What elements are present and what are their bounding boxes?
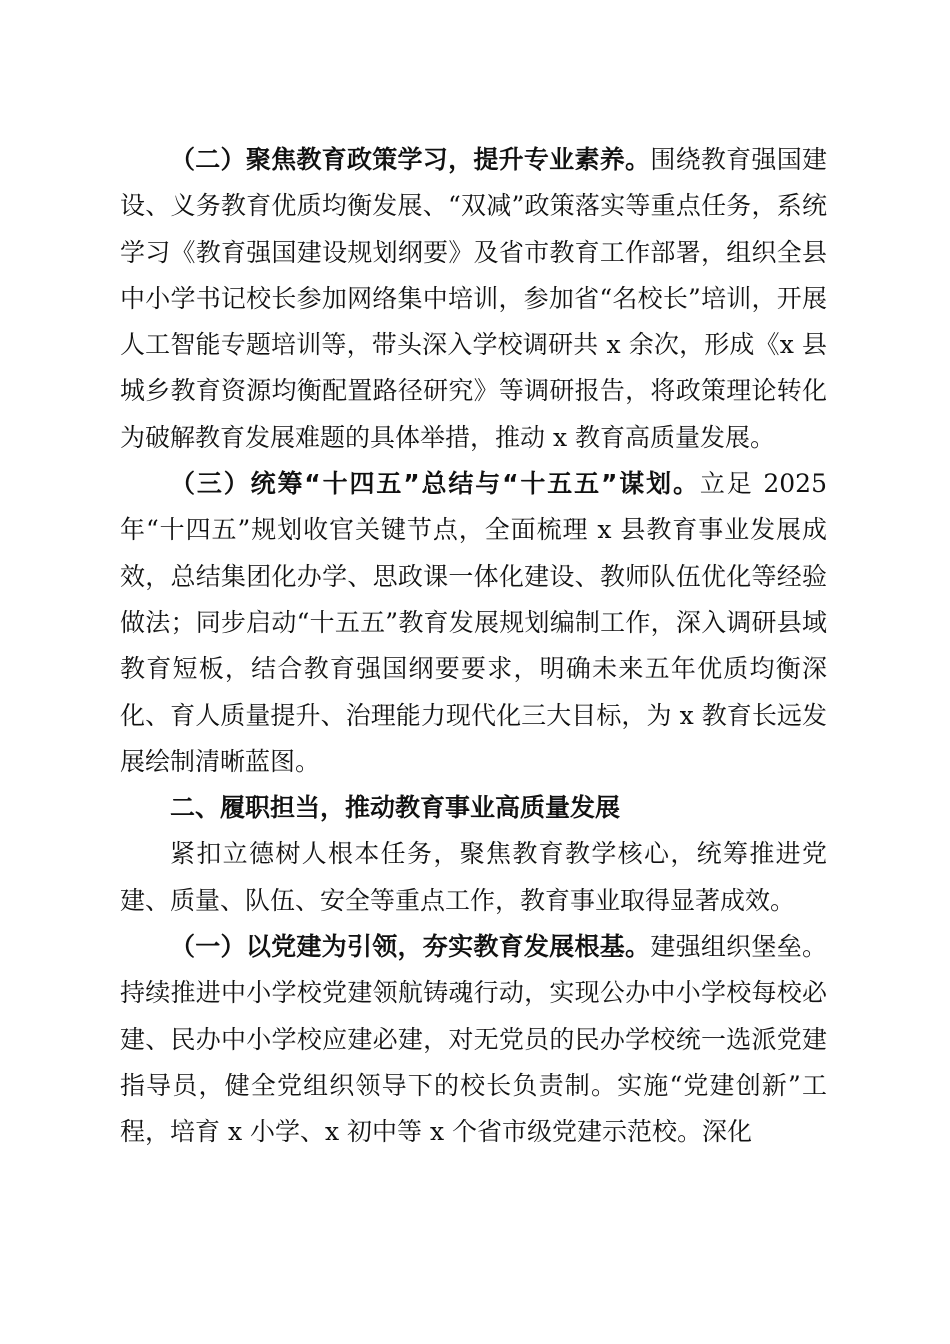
document-body — [120, 137, 827, 1156]
paragraph-lead: （三）统筹“十四五”总结与“十五五”谋划。 — [170, 469, 700, 499]
paragraph-lead: （二）聚焦教育政策学习，提升专业素养。 — [170, 145, 651, 174]
paragraph-five-year-plan — [120, 461, 827, 785]
paragraph-party-building — [120, 924, 827, 1155]
paragraph-body: 立足 2025 年“十四五”规划收官关键节点，全面梳理 x 县教育事业发展成效，总结集团化办学、思政课一体化建设、教师队伍优化等经验做法；同步启动“十五五”教育发展规划编制工作，深入调研县域教育短板，结合教育强国纲要要求，明确未来五年优质均衡深化、育人质量提升、治理能力现代化三大目标，为 x 教育长远发展绘制清晰蓝图。 — [120, 469, 827, 776]
paragraph-body: 建强组织堡垒。持续推进中小学校党建领航铸魂行动，实现公办中小学校每校必建、民办中小学校应建必建，对无党员的民办学校统一选派党建指导员，健全党组织领导下的校长负责制。实施“党建创新”工程，培育 x 小学、x 初中等 x 个省市级党建示范校。深化 — [120, 932, 827, 1147]
section-heading: 二、履职担当，推动教育事业高质量发展 — [170, 793, 621, 823]
paragraph-lead: （一）以党建为引领，夯实教育发展根基。 — [170, 932, 651, 962]
paragraph-body: 围绕教育强国建设、义务教育优质均衡发展、“双减”政策落实等重点任务，系统学习《教育强国建设规划纲要》及省市教育工作部署，组织全县中小学书记校长参加网络集中培训，参加省“名校长”培训，开展人工智能专题培训等，带头深入学校调研共 x 余次，形成《x 县城乡教育资源均衡配置路径研究》等调研报告，将政策理论转化为破解教育发展难题的具体举措，推动 x 教育高质量发展。 — [120, 145, 827, 452]
section-intro: 紧扣立德树人根本任务，聚焦教育教学核心，统筹推进党建、质量、队伍、安全等重点工作，教育事业取得显著成效。 — [120, 839, 827, 915]
paragraph-policy-study — [120, 137, 827, 461]
